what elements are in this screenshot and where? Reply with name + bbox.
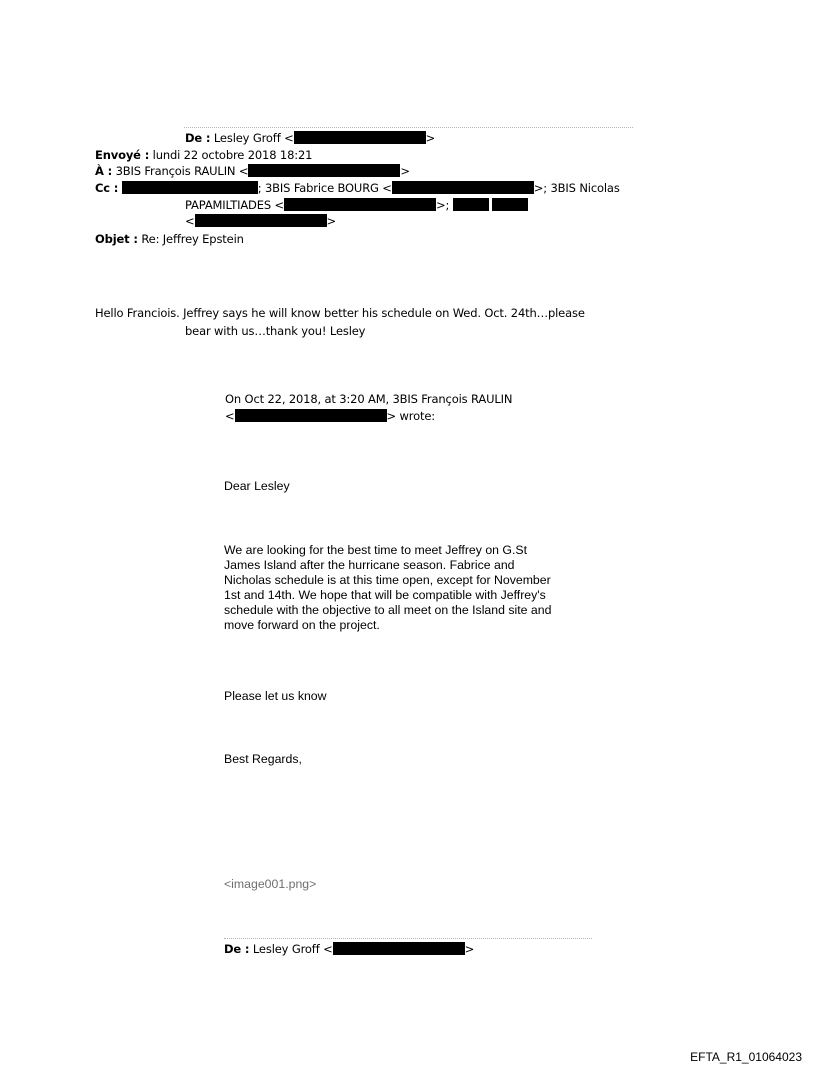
redaction-box [453, 198, 489, 211]
sent-value: lundi 22 octobre 2018 18:21 [152, 148, 313, 162]
quote-body-line: 1st and 14th. We hope that will be compatible with Jeffrey's [224, 588, 546, 602]
quote-body-line: James Island after the hurricane season. Fabrice and [224, 558, 515, 572]
redaction-box [492, 198, 528, 211]
redaction-box [248, 164, 400, 177]
quote-attribution-line-2: < > wrote: [225, 409, 435, 423]
image-placeholder: <image001.png> [224, 877, 317, 891]
redaction-box [333, 942, 465, 955]
header-subject-line [95, 232, 244, 246]
quote-body-line: schedule with the objective to all meet on the Island site and [224, 603, 552, 617]
quote-body-line: Nicholas schedule is at this time open, except for November [224, 573, 551, 587]
header-cc-line2: PAPAMILTIADES < >; [185, 198, 528, 212]
redaction-box [195, 214, 327, 227]
redaction-box [294, 131, 426, 144]
from-value: Lesley Groff < [213, 131, 294, 145]
header-separator-rule [184, 127, 633, 128]
document-id: EFTA_R1_01064023 [690, 1050, 802, 1064]
sent-label: Envoyé : [95, 148, 150, 162]
quote-regards-line: Best Regards, [224, 752, 302, 766]
header-separator-rule [224, 938, 592, 939]
quote-please-line: Please let us know [224, 689, 327, 703]
header-to-line: À : 3BIS François RAULIN < > [95, 164, 410, 178]
reply-line-1: Hello Franciois. Jeffrey says he will know better his schedule on Wed. Oct. 24th…please [95, 306, 585, 320]
from-value: Lesley Groff < [252, 942, 333, 956]
reply-line-2: bear with us…thank you! Lesley [185, 324, 366, 338]
cc-value-part1: ; 3BIS Fabrice BOURG < [257, 181, 392, 195]
cc-value-line2: PAPAMILTIADES < [185, 198, 285, 212]
quote-body-line: We are looking for the best time to meet Jeffrey on G.St [224, 543, 528, 557]
redaction-box [122, 181, 258, 194]
quote-body-line: move forward on the project. [224, 618, 380, 632]
cc-value-part2: >; 3BIS Nicolas [533, 181, 620, 195]
from-label: De : [185, 131, 211, 145]
redaction-box [284, 198, 436, 211]
redaction-box [235, 409, 387, 422]
from-label: De : [224, 942, 250, 956]
header-sent-line [95, 148, 312, 162]
header2-from-line: De : Lesley Groff < > [224, 942, 475, 956]
cc-label: Cc : [95, 181, 119, 195]
redaction-box [392, 181, 534, 194]
header-from-line: De : Lesley Groff < > [185, 131, 436, 145]
subject-label: Objet : [95, 232, 138, 246]
quote-attribution-line-1: On Oct 22, 2018, at 3:20 AM, 3BIS François RAULIN [225, 392, 513, 406]
to-value: 3BIS François RAULIN < [115, 164, 249, 178]
to-label: À : [95, 164, 113, 178]
subject-value: Re: Jeffrey Epstein [141, 232, 244, 246]
quote-greeting: Dear Lesley [224, 479, 290, 493]
header-cc-line [95, 181, 620, 195]
header-cc-line3: < > [185, 214, 336, 228]
